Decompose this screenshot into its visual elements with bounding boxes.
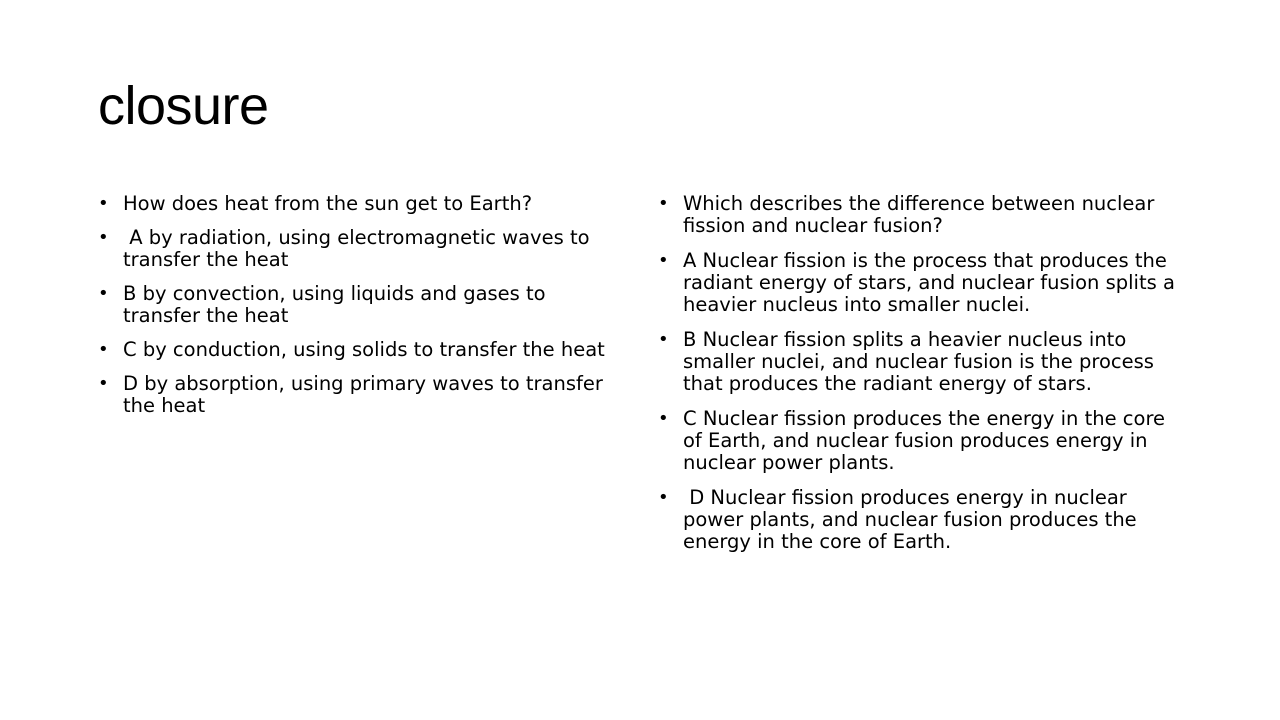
bullet-text: C by conduction, using solids to transfer the heat xyxy=(123,338,605,361)
bullet-text: B Nuclear fission splits a heavier nucleus into smaller nuclei, and nuclear fusion is the process that produces the radiant energy of stars. xyxy=(683,328,1161,395)
answer-option-a xyxy=(658,250,1188,316)
slide-title: closure xyxy=(98,76,269,136)
right-question-list xyxy=(658,193,1188,566)
bullet-icon: • xyxy=(658,193,669,214)
answer-option-a xyxy=(98,227,618,271)
answer-option-b xyxy=(98,283,618,327)
question-prompt xyxy=(658,193,1188,237)
bullet-text: A Nuclear fission is the process that produces the radiant energy of stars, and nuclear fusion splits a heavier nucleus into smaller nuclei. xyxy=(683,249,1182,316)
answer-option-d xyxy=(658,487,1188,553)
bullet-text: D Nuclear fission produces energy in nuclear power plants, and nuclear fusion produces the energy in the core of Earth. xyxy=(683,486,1143,553)
answer-option-c xyxy=(658,408,1188,474)
left-question-list xyxy=(98,193,618,429)
bullet-text: C Nuclear fission produces the energy in the core of Earth, and nuclear fusion produces energy in nuclear power plants. xyxy=(683,407,1172,474)
bullet-text: How does heat from the sun get to Earth? xyxy=(123,192,533,215)
answer-option-d xyxy=(98,373,618,417)
bullet-icon: • xyxy=(98,339,109,360)
bullet-text: A by radiation, using electromagnetic waves to transfer the heat xyxy=(123,226,596,271)
bullet-icon: • xyxy=(98,373,109,394)
bullet-icon: • xyxy=(658,329,669,350)
answer-option-c xyxy=(98,339,618,361)
bullet-icon: • xyxy=(98,227,109,248)
bullet-text: D by absorption, using primary waves to transfer the heat xyxy=(123,372,610,417)
bullet-icon: • xyxy=(658,487,669,508)
bullet-icon: • xyxy=(658,250,669,271)
question-prompt xyxy=(98,193,618,215)
bullet-text: Which describes the difference between nuclear fission and nuclear fusion? xyxy=(683,192,1161,237)
bullet-icon: • xyxy=(658,408,669,429)
bullet-icon: • xyxy=(98,283,109,304)
bullet-icon: • xyxy=(98,193,109,214)
bullet-text: B by convection, using liquids and gases to transfer the heat xyxy=(123,282,552,327)
answer-option-b xyxy=(658,329,1188,395)
